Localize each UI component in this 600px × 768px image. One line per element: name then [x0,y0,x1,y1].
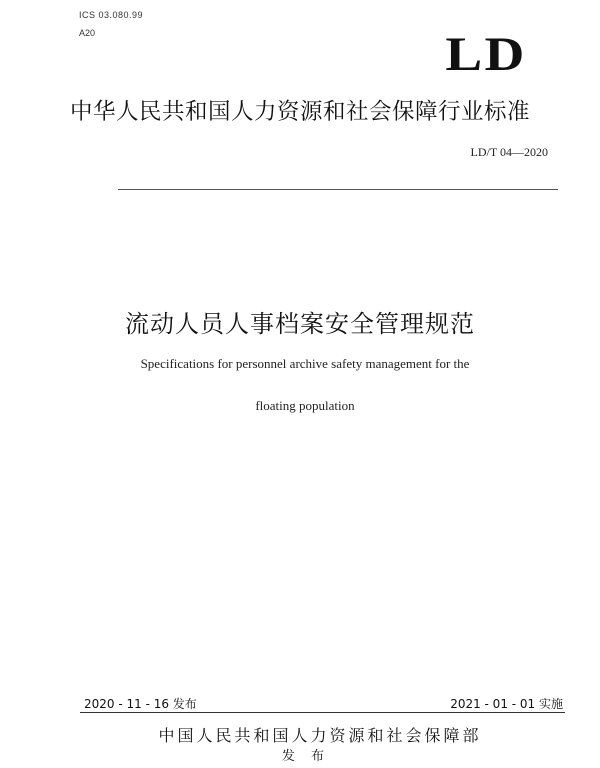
document-title-english-line1: Specifications for personnel archive safety management for the [140,356,470,371]
standard-number: LD/T 04—2020 [470,145,548,159]
document-title-chinese: 流动人员人事档案安全管理规范 [125,310,475,338]
implement-date: 2021 - 01 - 01 实施 [450,697,563,711]
document-title-english-line2: floating population [255,398,355,413]
header-divider [118,189,558,190]
footer-divider [80,712,565,713]
publish-date: 2020 - 11 - 16 发布 [84,697,197,711]
classification-code: A20 [79,28,96,38]
issued-label: 发 布 [281,749,331,764]
ics-code: ICS 03.080.99 [79,10,144,20]
standard-category-title: 中华人民共和国人力资源和社会保障行业标准 [69,99,530,125]
ld-logo: LD [445,28,527,81]
publisher-name: 中国人民共和国人力资源和社会保障部 [158,726,482,745]
